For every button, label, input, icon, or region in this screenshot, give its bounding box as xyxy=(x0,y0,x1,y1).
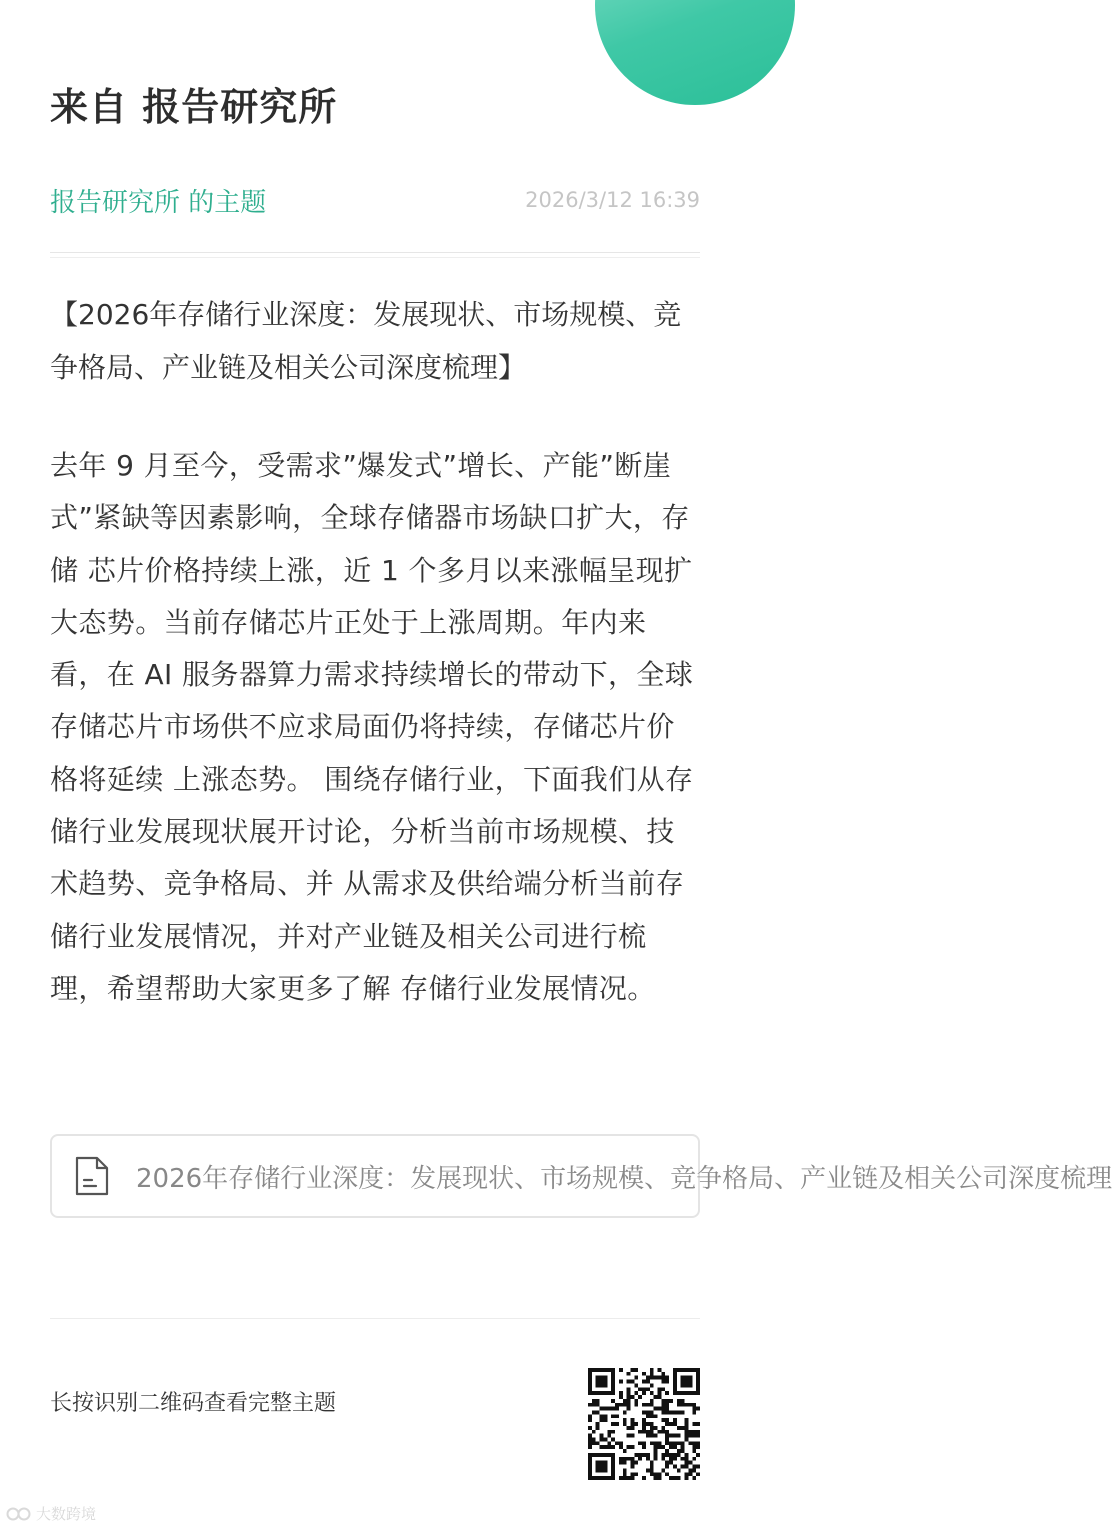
group-link[interactable]: 报告研究所 的主题 xyxy=(50,187,267,218)
divider xyxy=(50,252,700,258)
corner-decoration xyxy=(595,0,795,105)
attachment-card[interactable] xyxy=(50,1134,1112,1218)
watermark-text: 大数跨境 xyxy=(36,1505,97,1523)
qr-hint: 长按识别二维码查看完整主题 xyxy=(50,1391,337,1416)
article-title: 【2026年存储行业深度：发展现状、市场规模、竞争格局、产业链及相关公司深度梳理】 xyxy=(50,298,682,384)
meta-row xyxy=(50,180,700,220)
page-title: 来自 报告研究所 xyxy=(50,85,338,129)
document-icon xyxy=(74,1155,110,1197)
qr-code-icon[interactable] xyxy=(588,1368,700,1480)
footer-divider xyxy=(50,1318,700,1319)
attachment-title: 2026年存储行业深度：发展现状、市场规模、竞争格局、产业链及相关公司深度梳理 xyxy=(136,1163,1112,1194)
article-body: 去年 9 月至今，受需求”爆发式”增长、产能”断崖式”紧缺等因素影响，全球存储器市场缺口扩大，存储 芯片价格持续上涨，近 1 个多月以来涨幅呈现扩大态势。当前存储芯片正处于上涨周期。年内来看，在 AI 服务器算力需求持续增长的带动下，全球存储芯片市场供不应求局面仍将持续，存储芯片价格将延续 上涨态势。 围绕存储行业，下面我们从存储行业发展现状展开讨论，分析当前市场规模、技术趋势、竞争格局、并 从需求及供给端分析当前存储行业发展情况，并对产业链及相关公司进行梳理，希望帮助大家更多了解 存储行业发展情况。 xyxy=(50,449,694,1005)
watermark xyxy=(6,1503,96,1524)
watermark-logo-icon xyxy=(6,1505,32,1523)
timestamp: 2026/3/12 16:39 xyxy=(525,188,700,212)
